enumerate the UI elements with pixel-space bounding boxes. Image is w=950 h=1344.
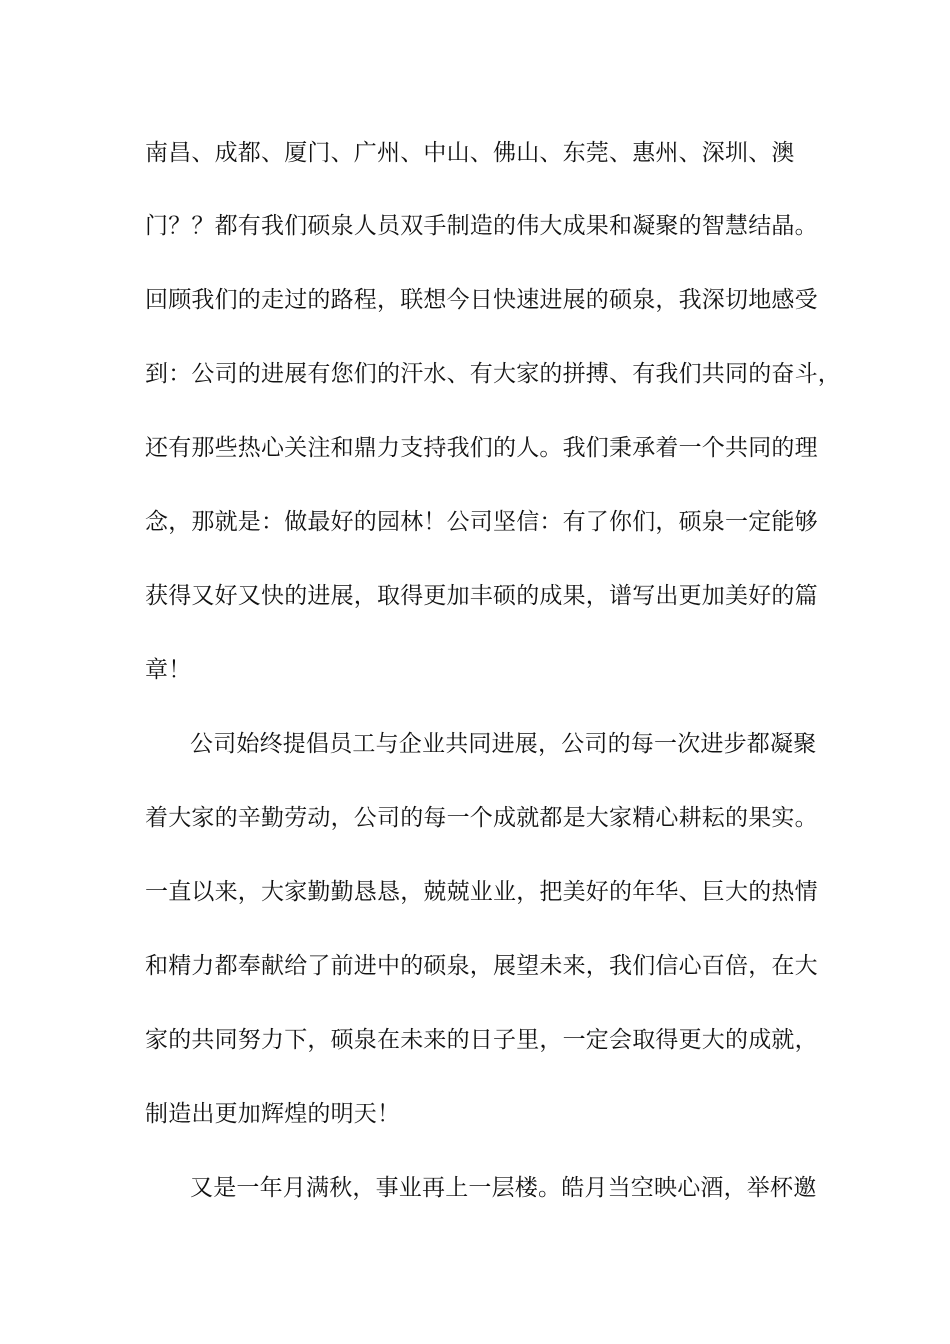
text-line-1: 南昌、成都、厦门、广州、中山、佛山、东莞、惠州、深圳、澳: [145, 140, 795, 166]
text-line-6: 念，那就是：做最好的园林！公司坚信：有了你们，硕泉一定能够: [145, 509, 818, 535]
text-line-5: 还有那些热心关注和鼎力支持我们的人。我们秉承着一个共同的理: [145, 435, 818, 461]
paragraph-2-line-6: 制造出更加辉煌的明天！: [145, 1101, 401, 1127]
paragraph-2-line-4: 和精力都奉献给了前进中的硕泉，展望未来，我们信心百倍，在大: [145, 953, 818, 979]
text-line-4: 到：公司的进展有您们的汗水、有大家的拼搏、有我们共同的奋斗，: [145, 361, 841, 387]
text-line-3: 回顾我们的走过的路程，联想今日快速进展的硕泉，我深切地感受: [145, 287, 818, 313]
paragraph-3-line-1: 又是一年月满秋，事业再上一层楼。皓月当空映心酒，举杯邀: [190, 1175, 817, 1201]
paragraph-2-line-3: 一直以来，大家勤勤恳恳，兢兢业业，把美好的年华、巨大的热情: [145, 879, 818, 905]
text-line-8: 章！: [145, 657, 192, 683]
text-line-7: 获得又好又快的进展，取得更加丰硕的成果，谱写出更加美好的篇: [145, 583, 818, 609]
paragraph-2-line-5: 家的共同努力下，硕泉在未来的日子里，一定会取得更大的成就，: [145, 1027, 818, 1053]
text-line-2: 门？？都有我们硕泉人员双手制造的伟大成果和凝聚的智慧结晶。: [145, 213, 818, 239]
paragraph-2-line-2: 着大家的辛勤劳动，公司的每一个成就都是大家精心耕耘的果实。: [145, 805, 818, 831]
paragraph-2-line-1: 公司始终提倡员工与企业共同进展，公司的每一次进步都凝聚: [190, 731, 817, 757]
